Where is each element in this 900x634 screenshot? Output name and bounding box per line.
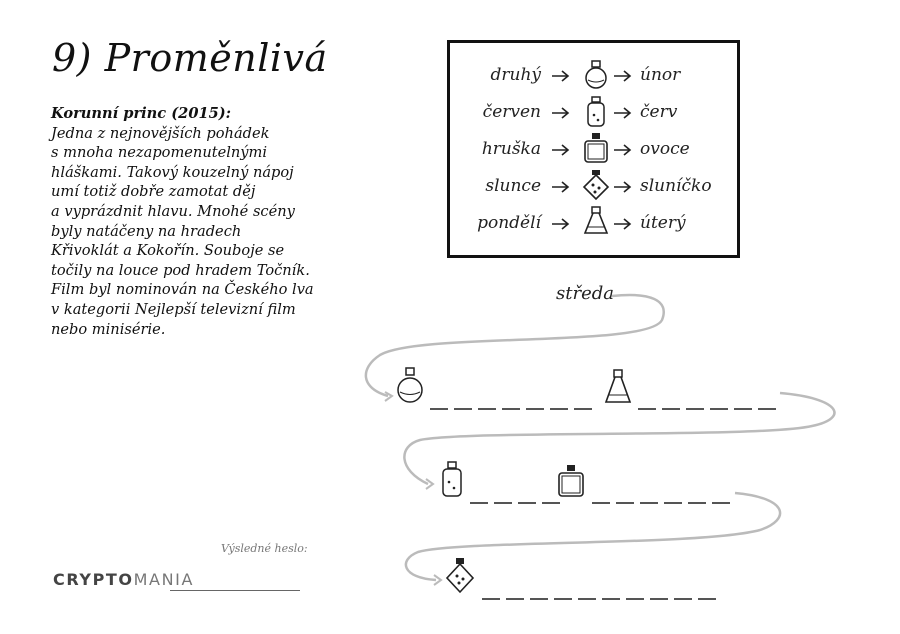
intro-line: umí totiž dobře zamotat děj — [51, 183, 256, 201]
answer-blanks[interactable] — [592, 492, 736, 511]
legend-to-word: sluníčko — [640, 176, 712, 196]
legend-to-word: únor — [640, 65, 681, 85]
intro-line: s mnoha nezapomenutelnými — [51, 144, 268, 162]
intro-line: nebo minisérie. — [51, 320, 166, 338]
intro-line: Jedna z nejnovějších pohádek — [51, 124, 270, 142]
legend-from-word: slunce — [485, 176, 541, 196]
logo-thin-part: MANIA — [133, 570, 195, 589]
conical-flask-icon — [603, 368, 633, 406]
tall-bottle-icon — [439, 460, 465, 498]
round-flask-icon — [395, 366, 425, 406]
intro-line: byly natáčeny na hradech — [51, 222, 242, 240]
legend-to-word: úterý — [640, 213, 686, 233]
legend-from-word: červen — [482, 102, 541, 122]
answer-blanks[interactable] — [430, 398, 598, 417]
start-word: středa — [556, 283, 614, 304]
intro-line: a vyprázdnit hlavu. Mnohé scény — [51, 202, 295, 220]
answer-blanks[interactable] — [482, 588, 722, 607]
legend-from-word: druhý — [490, 65, 541, 85]
legend-from-word: hruška — [481, 139, 541, 159]
cryptomania-logo — [53, 570, 194, 589]
intro-subtitle: Korunní princ (2015): — [51, 105, 232, 122]
answer-input-line[interactable] — [170, 590, 300, 591]
intro-line: Film byl nominován na Českého lva — [51, 281, 314, 299]
answer-label: Výsledné heslo: — [221, 542, 308, 555]
logo-bold-part: CRYPTO — [53, 570, 134, 589]
answer-blanks[interactable] — [470, 492, 566, 511]
legend-from-word: pondělí — [477, 213, 541, 233]
intro-line: točily na louce pod hradem Točník. — [51, 261, 310, 279]
intro-line: Křivoklát a Kokořín. Souboje se — [51, 242, 285, 260]
square-bottle-icon — [555, 464, 587, 498]
legend-to-word: červ — [640, 102, 678, 122]
legend-to-word: ovoce — [640, 139, 690, 159]
intro-line: hláškami. Takový kouzelný nápoj — [51, 163, 294, 181]
intro-line: v kategorii Nejlepší televizní film — [51, 300, 296, 318]
jeweled-flask-icon — [444, 556, 476, 594]
answer-blanks[interactable] — [638, 398, 782, 417]
page-title: 9) Proměnlivá — [52, 36, 328, 80]
